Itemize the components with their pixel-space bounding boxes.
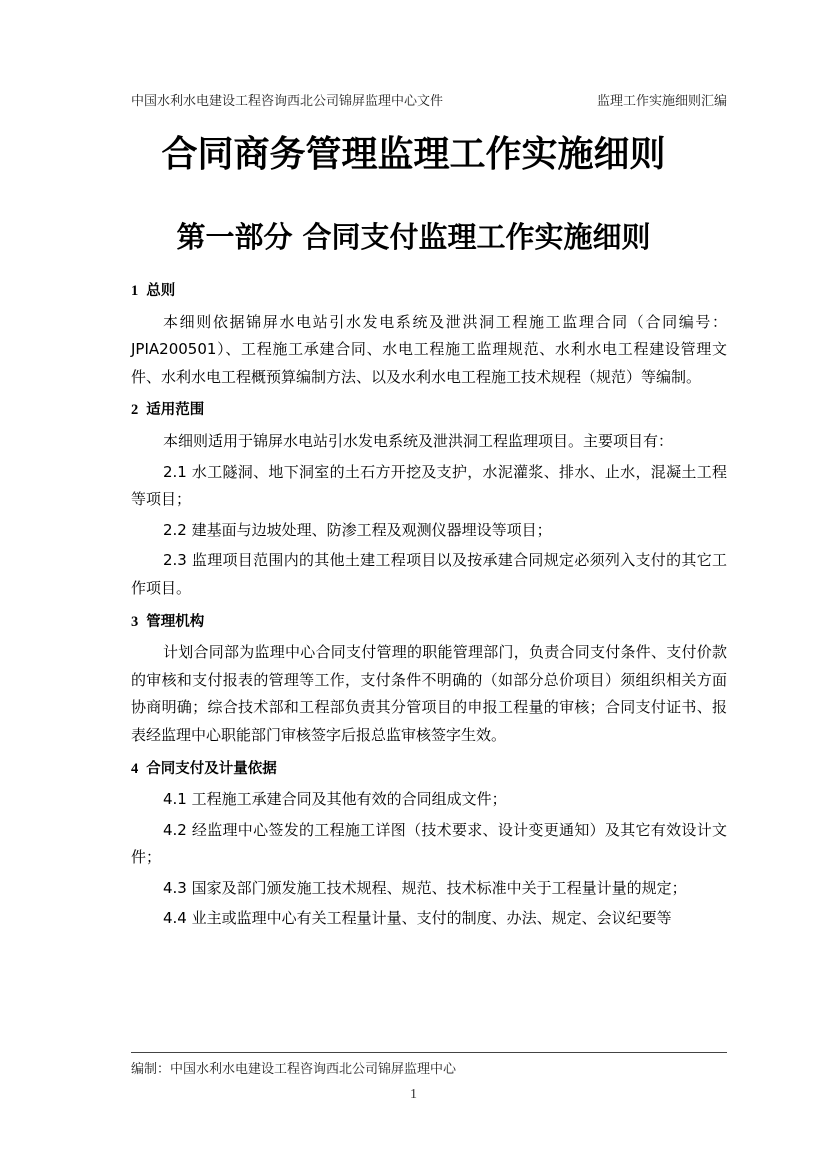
- section-heading: [131, 609, 727, 637]
- paragraph: 4.2 经监理中心签发的工程施工详图（技术要求、设计变更通知）及其它有效设计文件；: [131, 820, 727, 867]
- page-number: 1: [410, 1087, 417, 1102]
- section-number: 1: [131, 283, 139, 299]
- section-title: 管理机构: [146, 613, 205, 630]
- page-header: [131, 90, 727, 110]
- paragraph: 本细则适用于锦屏水电站引水发电系统及泄洪洞工程监理项目。主要项目有：: [163, 431, 674, 450]
- paragraph: 2.2 建基面与边坡处理、防渗工程及观测仪器埋设等项目；: [163, 520, 552, 539]
- section-heading: [131, 278, 727, 306]
- section-number: 3: [131, 613, 139, 630]
- section-title: 合同支付及计量依据: [146, 760, 277, 777]
- header-left-text: 中国水利水电建设工程咨询西北公司锦屏监理中心文件: [131, 94, 444, 109]
- footer-text: 编制：中国水利水电建设工程咨询西北公司锦屏监理中心: [131, 1062, 457, 1077]
- paragraph: 4.4 业主或监理中心有关工程量计量、支付的制度、办法、规定、会议纪要等: [163, 909, 672, 928]
- paragraph: 2.1 水工隧洞、地下洞室的土石方开挖及支护，水泥灌浆、排水、止水，混凝土工程等项目；: [131, 462, 727, 509]
- footer-divider: [131, 1052, 727, 1053]
- section-heading: [131, 397, 727, 425]
- section-number: 2: [131, 402, 139, 419]
- section-heading: [131, 756, 727, 784]
- document-title: 合同商务管理监理工作实施细则: [161, 134, 666, 175]
- paragraph: 4.1 工程施工承建合同及其他有效的合同组成文件；: [163, 790, 507, 809]
- paragraph: 本细则依据锦屏水电站引水发电系统及泄洪洞工程施工监理合同（合同编号：JPIA200501）、工程施工承建合同、水电工程施工监理规范、水利水电工程建设管理文件、水利水电工程概预算编制方法、以及水利水电工程施工技术规程（规范）等编制。: [131, 312, 727, 386]
- section-title: 适用范围: [146, 402, 205, 419]
- section-title: 总则: [146, 283, 176, 299]
- header-right-text: 监理工作实施细则汇编: [596, 94, 727, 109]
- paragraph: 4.3 国家及部门颁发施工技术规程、规范、技术标准中关于工程量计量的规定；: [163, 878, 687, 897]
- document-body: [131, 278, 727, 933]
- paragraph: 计划合同部为监理中心合同支付管理的职能管理部门，负责合同支付条件、支付价款的审核和支付报表的管理等工作，支付条件不明确的（如部分总价项目）须组织相关方面协商明确；综合技术部和工程部负责其分管项目的申报工程量的审核；合同支付证书、报表经监理中心职能部门审核签字后报总监审核签字生效。: [131, 643, 727, 744]
- section-number: 4: [131, 760, 139, 777]
- paragraph: 2.3 监理项目范围内的其他土建工程项目以及按承建合同规定必须列入支付的其它工作项目。: [131, 551, 727, 597]
- document-subtitle: 第一部分 合同支付监理工作实施细则: [176, 220, 651, 254]
